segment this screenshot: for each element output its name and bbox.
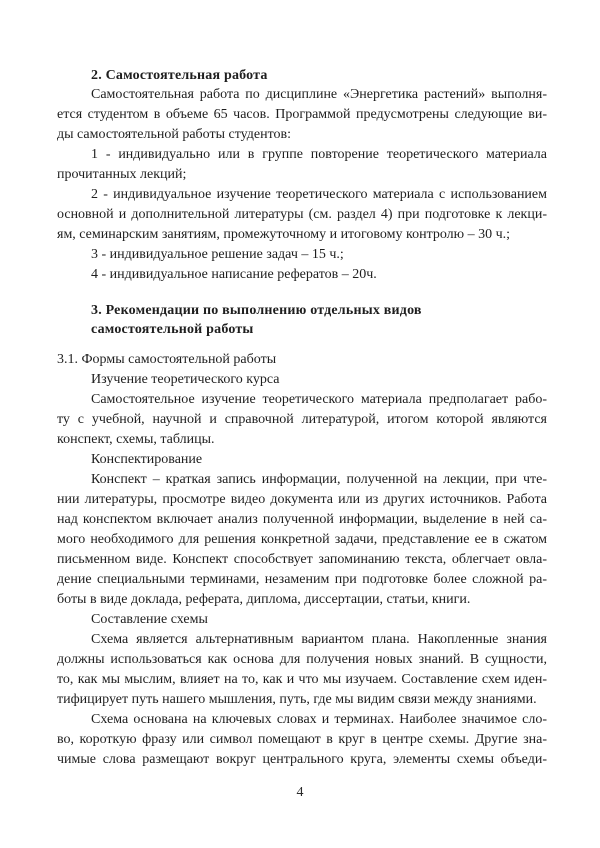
text-line: ям, семинарским занятиям, промежуточному и итоговому контролю – 30 ч.; bbox=[57, 227, 511, 242]
text-line: во, короткую фразу или символ помещают в круг в центре схемы. Другие зна- bbox=[57, 732, 547, 747]
text-line: то, как мы мыслим, влияет на то, как и что мы изучаем. Составление схем иден- bbox=[57, 672, 547, 687]
text-line: должны использоваться как основа для получения новых знаний. В сущности, bbox=[57, 652, 547, 667]
text-line: 3 - индивидуальное решение задач – 15 ч.; bbox=[91, 247, 344, 262]
paragraph bbox=[57, 85, 547, 145]
paragraph bbox=[57, 470, 547, 610]
text-line: Составление схемы bbox=[91, 612, 208, 627]
text-line: ется студентом в объеме 65 часов. Программой предусмотрены следующие ви- bbox=[57, 107, 547, 122]
text-line: 2 - индивидуальное изучение теоретического материала с использованием bbox=[91, 187, 547, 202]
text-line: Самостоятельная работа по дисциплине «Энергетика растений» выполня- bbox=[91, 87, 547, 102]
text-line: ту с учебной, научной и справочной литературой, итогом которой являются bbox=[57, 412, 547, 427]
text-line: Конспект – краткая запись информации, полученной на лекции, при чте- bbox=[91, 472, 547, 487]
text-line: Конспектирование bbox=[91, 452, 203, 467]
text-line: Самостоятельное изучение теоретического материала предполагает рабо- bbox=[91, 392, 547, 407]
text-line: основной и дополнительной литературы (см. раздел 4) при подготовке к лекци- bbox=[57, 207, 547, 222]
text-line: письменном виде. Конспект способствует запоминанию текста, облегчает овла- bbox=[57, 552, 547, 567]
text-line: самостоятельной работы bbox=[91, 322, 254, 337]
text-line: мого необходимого для решения конкретной задачи, представление ее в сжатом bbox=[57, 532, 547, 547]
text-line: над конспектом включает анализ полученной информации, выделение в ней са- bbox=[57, 512, 547, 527]
text-line-block bbox=[57, 450, 547, 470]
text-line: дение специальными терминами, незаменим при подготовке более сложной ра- bbox=[57, 572, 547, 587]
text-line: 3. Рекомендации по выполнению отдельных видов bbox=[91, 303, 422, 318]
paragraph bbox=[57, 265, 547, 285]
paragraph bbox=[57, 245, 547, 265]
text-line: Изучение теоретического курса bbox=[91, 372, 280, 387]
text-line-block bbox=[57, 370, 547, 390]
paragraph bbox=[57, 185, 547, 245]
text-line: 1 - индивидуально или в группе повторение теоретического материала bbox=[91, 147, 547, 162]
text-line: Схема основана на ключевых словах и терминах. Наиболее значимое сло- bbox=[91, 712, 547, 727]
text-line: 2. Самостоятельная работа bbox=[91, 68, 268, 83]
document-body bbox=[57, 50, 547, 770]
paragraph bbox=[57, 710, 547, 770]
page-number: 4 bbox=[296, 785, 304, 800]
text-line-block bbox=[57, 350, 547, 370]
text-line-block bbox=[57, 610, 547, 630]
paragraph bbox=[57, 390, 547, 450]
section-heading bbox=[57, 301, 547, 339]
text-line: конспект, схемы, таблицы. bbox=[57, 432, 215, 447]
text-line: 3.1. Формы самостоятельной работы bbox=[57, 352, 277, 367]
section-heading bbox=[57, 66, 547, 85]
text-line: нии литературы, просмотре видео документа или из других источников. Работа bbox=[57, 492, 547, 507]
text-line: тифицирует путь нашего мышления, путь, где мы видим связи между знаниями. bbox=[57, 692, 537, 707]
text-line: чимые слова размещают вокруг центрального круга, элементы схемы объеди- bbox=[57, 752, 547, 767]
text-line: боты в виде доклада, реферата, диплома, диссертации, статьи, книги. bbox=[57, 592, 471, 607]
text-line: 4 - индивидуальное написание рефератов – 20ч. bbox=[91, 267, 377, 282]
text-line: Схема является альтернативным вариантом плана. Накопленные знания bbox=[91, 632, 547, 647]
paragraph bbox=[57, 145, 547, 185]
paragraph bbox=[57, 630, 547, 710]
text-line: прочитанных лекций; bbox=[57, 167, 187, 182]
text-line: ды самостоятельной работы студентов: bbox=[57, 127, 292, 142]
